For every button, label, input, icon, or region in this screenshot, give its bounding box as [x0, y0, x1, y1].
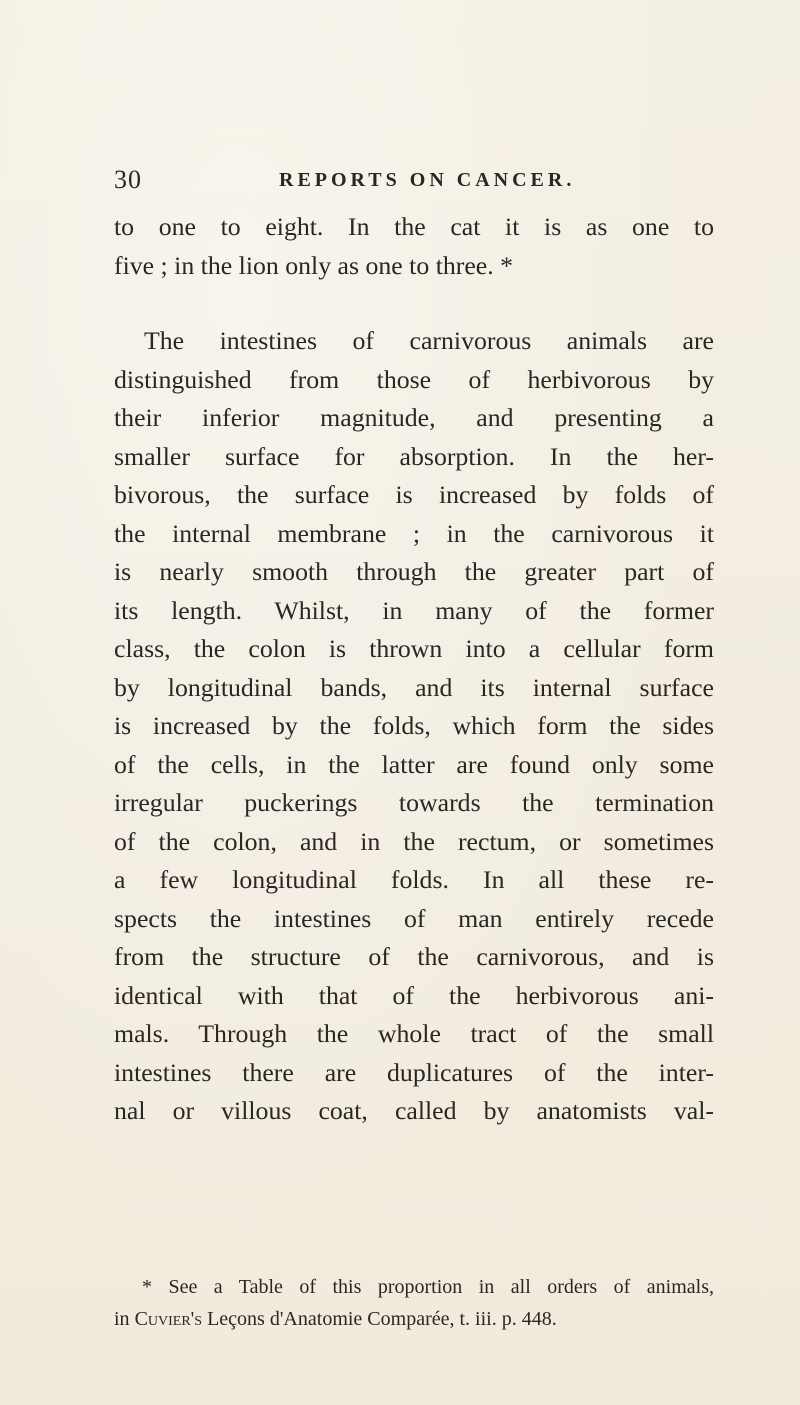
- footnote: [114, 1271, 714, 1335]
- text-line: irregular puckerings towards the termination: [114, 788, 714, 817]
- footnote-prefix: in: [114, 1308, 135, 1330]
- paragraph-continued: [114, 208, 714, 285]
- text-line: is increased by the folds, which form the sides: [114, 711, 714, 740]
- text-line: to one to eight. In the cat it is as one to: [114, 212, 714, 241]
- footnote-citation: Leçons d'Anatomie Comparée, t. iii. p. 448.: [202, 1308, 557, 1330]
- text-line: its length. Whilst, in many of the former: [114, 595, 714, 625]
- text-line: mals. Through the whole tract of the small: [114, 1019, 714, 1048]
- running-head: [114, 160, 704, 200]
- text-line: identical with that of the herbivorous ani-: [114, 980, 714, 1010]
- text-line: is nearly smooth through the greater part of: [114, 557, 714, 586]
- footnote-line: * See a Table of this proportion in all orders of animals,: [142, 1276, 714, 1298]
- footnote-author: Cuvier's: [134, 1308, 203, 1330]
- text-line: by longitudinal bands, and its internal surface: [114, 672, 714, 702]
- text-line: nal or villous coat, called by anatomists val-: [114, 1096, 714, 1125]
- body-text: [114, 208, 714, 1131]
- text-line: The intestines of carnivorous animals are: [144, 326, 714, 355]
- text-line: of the colon, and in the rectum, or sometimes: [114, 826, 714, 856]
- text-line: from the structure of the carnivorous, and is: [114, 942, 714, 971]
- paragraph-intestines: [114, 322, 714, 1131]
- text-line: class, the colon is thrown into a cellular form: [114, 634, 714, 663]
- running-title: REPORTS ON CANCER.: [279, 169, 576, 191]
- text-line: smaller surface for absorption. In the her-: [114, 441, 714, 471]
- page-number: 30: [114, 165, 142, 194]
- text-line: intestines there are duplicatures of the inter-: [114, 1057, 714, 1087]
- text-line: of the cells, in the latter are found only some: [114, 749, 714, 779]
- text-line: spects the intestines of man entirely recede: [114, 903, 714, 933]
- text-line: distinguished from those of herbivorous by: [114, 364, 714, 394]
- footnote-line: [114, 1303, 714, 1335]
- text-line: a few longitudinal folds. In all these re-: [114, 865, 714, 894]
- text-line: five ; in the lion only as one to three. *: [114, 250, 514, 280]
- text-line: bivorous, the surface is increased by folds of: [114, 480, 714, 509]
- text-line: their inferior magnitude, and presenting a: [114, 403, 714, 432]
- text-line: the internal membrane ; in the carnivorous it: [114, 518, 714, 548]
